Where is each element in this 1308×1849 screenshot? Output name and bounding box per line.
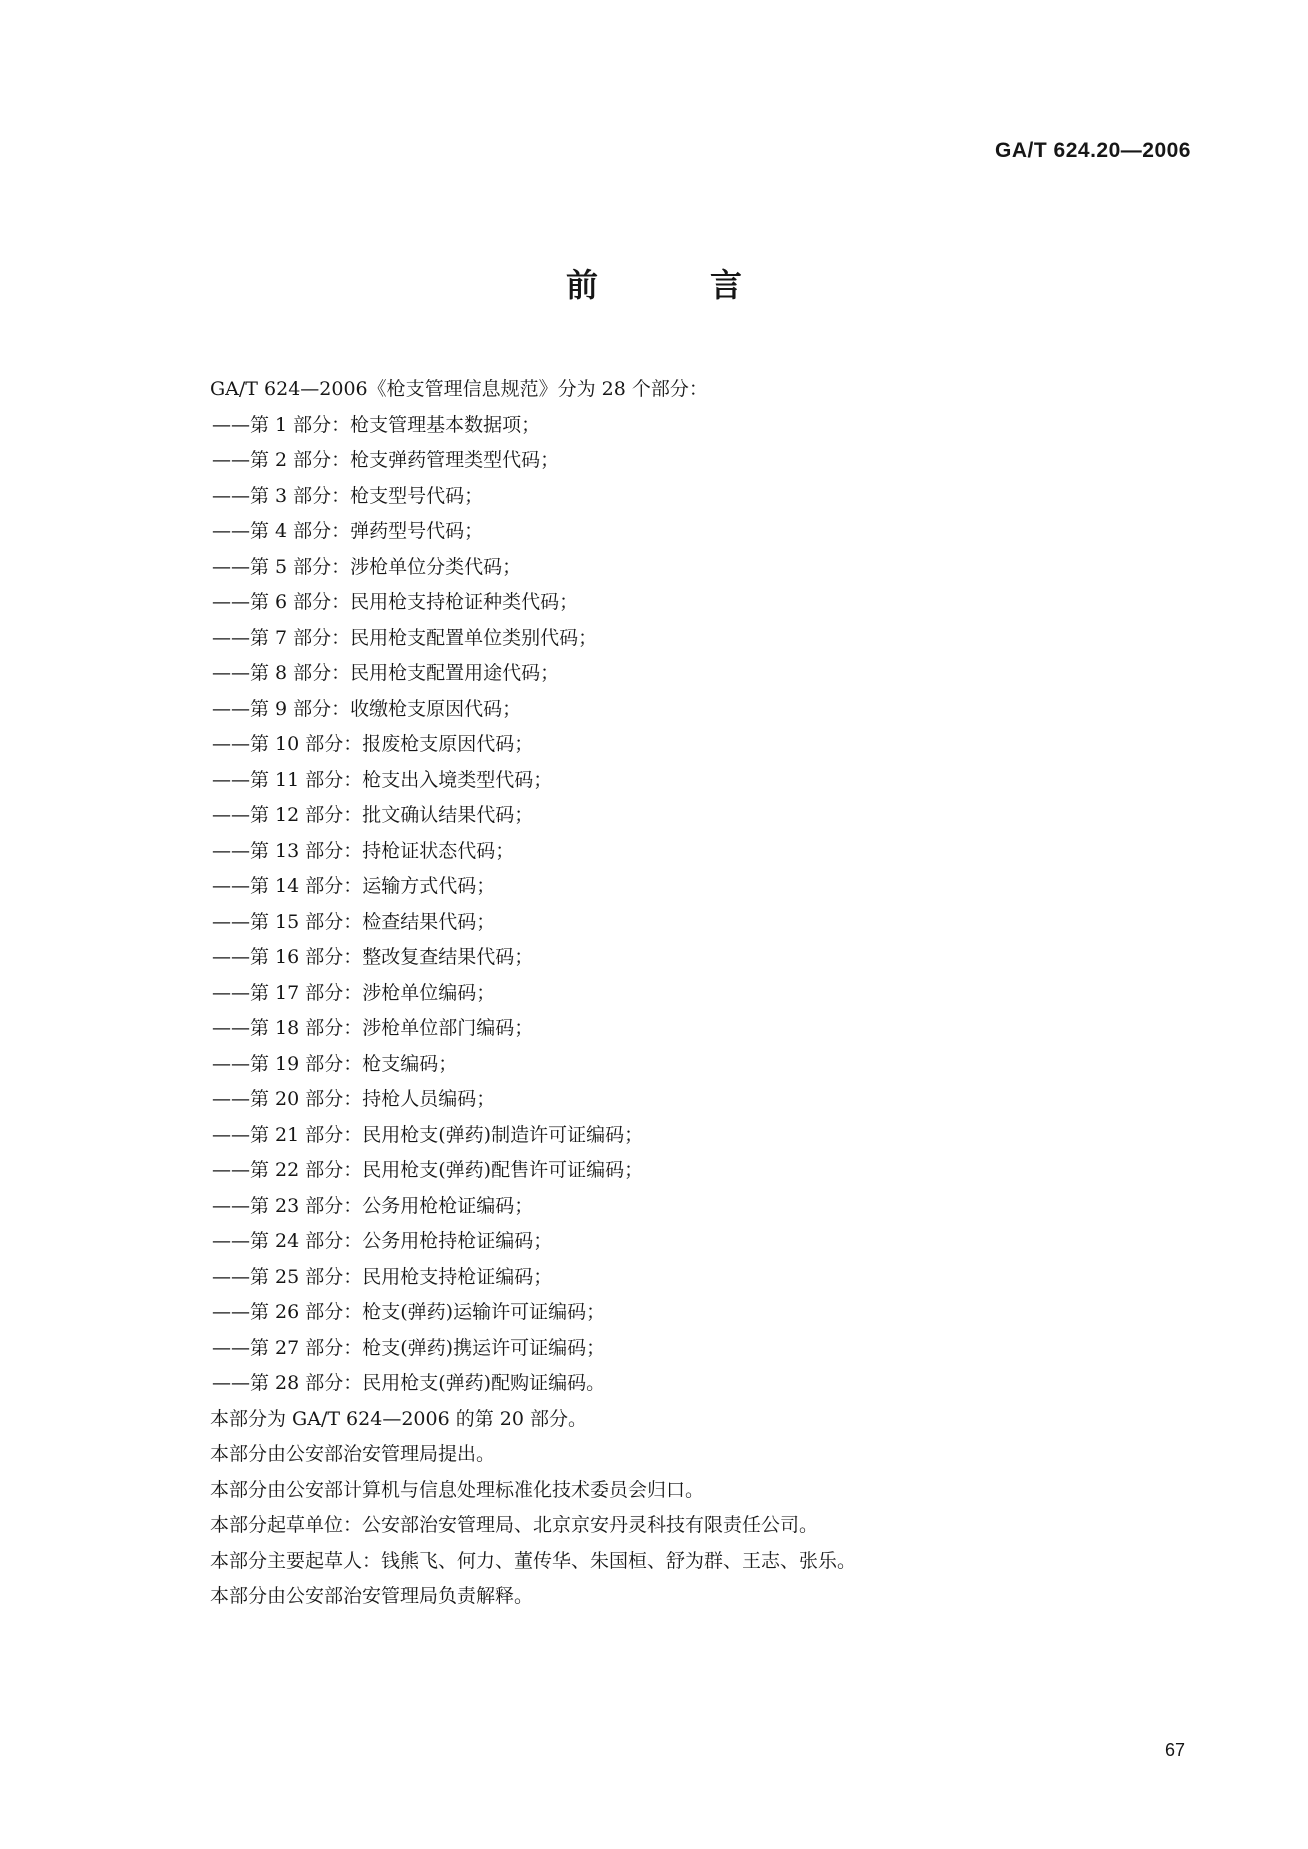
- part-item: ——第 16 部分：整改复查结果代码；: [212, 946, 534, 968]
- statement-proposer: 本部分由公安部治安管理局提出。: [210, 1443, 496, 1465]
- statement-centralized-by: 本部分由公安部计算机与信息处理标准化技术委员会归口。: [210, 1478, 705, 1501]
- page-title: 前 言: [565, 266, 782, 304]
- part-item: ——第 19 部分：枪支编码；: [212, 1052, 458, 1075]
- part-item: ——第 11 部分：枪支出入境类型代码；: [212, 768, 553, 791]
- standard-number: GA/T 624.20—2006: [995, 139, 1191, 162]
- part-item: ——第 24 部分：公务用枪持枪证编码；: [212, 1230, 553, 1252]
- part-item: ——第 8 部分：民用枪支配置用途代码；: [212, 662, 560, 684]
- part-item: ——第 28 部分：民用枪支(弹药)配购证编码。: [212, 1372, 606, 1394]
- part-item: ——第 14 部分：运输方式代码；: [212, 875, 496, 897]
- foreword-body: [210, 372, 1170, 1615]
- part-item: ——第 26 部分：枪支(弹药)运输许可证编码；: [212, 1301, 606, 1323]
- part-item: ——第 12 部分：批文确认结果代码；: [212, 804, 534, 826]
- part-item: ——第 3 部分：枪支型号代码；: [212, 484, 484, 507]
- part-item: ——第 17 部分：涉枪单位编码；: [212, 981, 496, 1004]
- statement-part-number: 本部分为 GA/T 624—2006 的第 20 部分。: [210, 1407, 587, 1430]
- part-item: ——第 20 部分：持枪人员编码；: [212, 1088, 496, 1110]
- part-item: ——第 10 部分：报废枪支原因代码；: [212, 733, 534, 755]
- statement-drafters: 本部分主要起草人：钱熊飞、何力、董传华、朱国桓、舒为群、王志、张乐。: [210, 1549, 857, 1572]
- part-item: ——第 4 部分：弹药型号代码；: [212, 520, 484, 542]
- part-item: ——第 2 部分：枪支弹药管理类型代码；: [212, 449, 560, 471]
- parts-list: [210, 408, 1170, 1402]
- statement-drafting-units: 本部分起草单位：公安部治安管理局、北京京安丹灵科技有限责任公司。: [210, 1514, 819, 1536]
- statements-block: [210, 1402, 1170, 1615]
- part-item: ——第 21 部分：民用枪支(弹药)制造许可证编码；: [212, 1123, 644, 1146]
- part-item: ——第 1 部分：枪支管理基本数据项；: [212, 413, 541, 436]
- part-item: ——第 25 部分：民用枪支持枪证编码；: [212, 1265, 553, 1288]
- part-item: ——第 23 部分：公务用枪枪证编码；: [212, 1194, 534, 1217]
- part-item: ——第 15 部分：检查结果代码；: [212, 910, 496, 933]
- part-item: ——第 13 部分：持枪证状态代码；: [212, 839, 515, 862]
- part-item: ——第 6 部分：民用枪支持枪证种类代码；: [212, 591, 579, 613]
- part-item: ——第 7 部分：民用枪支配置单位类别代码；: [212, 626, 598, 649]
- intro-paragraph: GA/T 624—2006《枪支管理信息规范》分为 28 个部分：: [210, 378, 708, 400]
- part-item: ——第 9 部分：收缴枪支原因代码；: [212, 697, 522, 720]
- statement-interpretation: 本部分由公安部治安管理局负责解释。: [210, 1585, 534, 1607]
- part-item: ——第 18 部分：涉枪单位部门编码；: [212, 1017, 534, 1039]
- part-item: ——第 5 部分：涉枪单位分类代码；: [212, 555, 522, 578]
- page-number: 67: [1164, 1740, 1185, 1760]
- part-item: ——第 27 部分：枪支(弹药)携运许可证编码；: [212, 1336, 606, 1359]
- part-item: ——第 22 部分：民用枪支(弹药)配售许可证编码；: [212, 1159, 644, 1181]
